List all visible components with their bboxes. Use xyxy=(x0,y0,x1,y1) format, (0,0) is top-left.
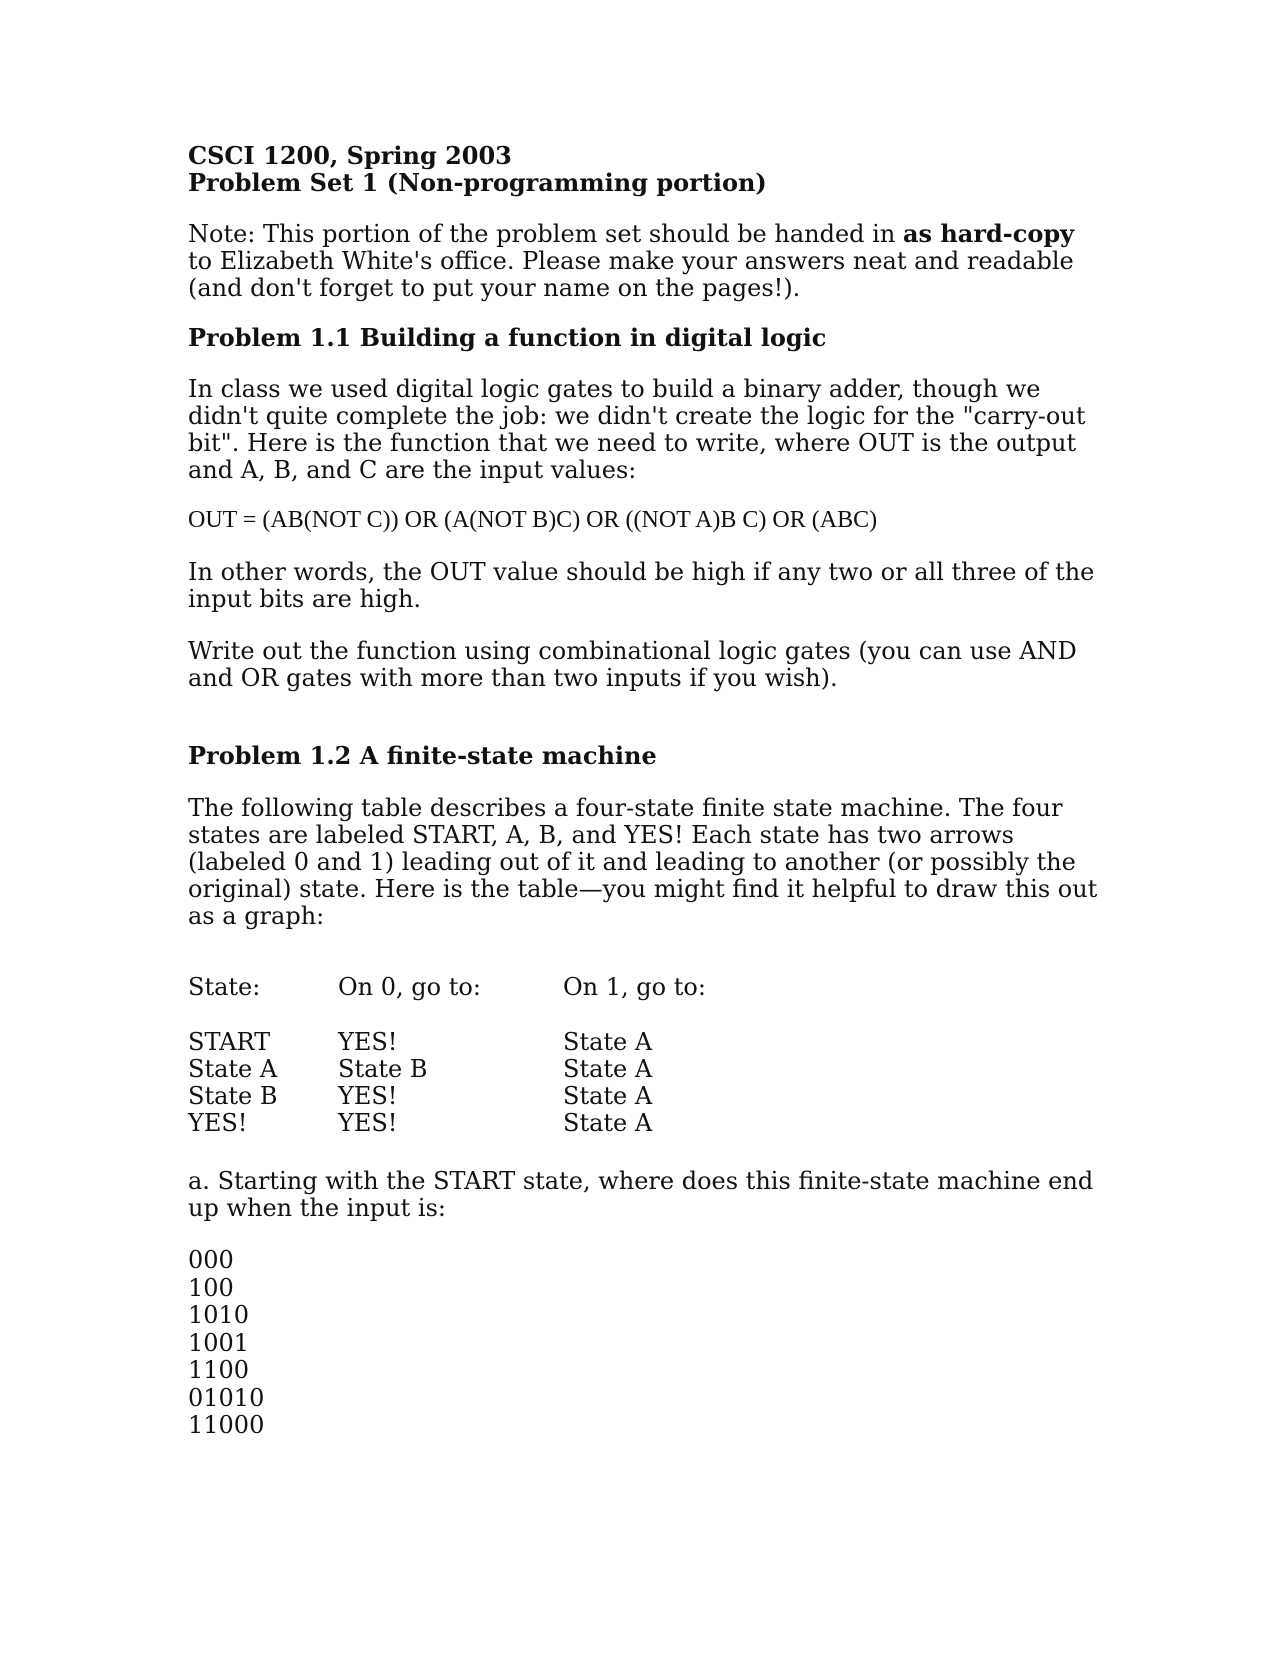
table-cell: YES! xyxy=(188,1109,248,1137)
state-transition-table xyxy=(188,974,763,1137)
note-paragraph xyxy=(188,220,1098,302)
note-emphasis: as hard-copy xyxy=(902,219,1075,248)
document-header xyxy=(188,142,1098,196)
table-cell: State A xyxy=(188,1055,278,1083)
table-row xyxy=(188,1083,763,1110)
note-text-after: to Elizabeth White's office. Please make your answers neat and readable (and don't forget to put your name on the pages!). xyxy=(188,247,1074,302)
list-item: 100 xyxy=(188,1273,234,1302)
problem-1-1-instruction: Write out the function using combinational logic gates (you can use AND and OR gates with more than two inputs if you wish). xyxy=(188,637,1077,692)
problem-1-1-heading: Problem 1.1 Building a function in digital logic xyxy=(188,323,827,352)
table-cell: State A xyxy=(563,1109,653,1137)
problem-set-title: Problem Set 1 (Non-programming portion) xyxy=(188,168,767,197)
list-item: 1100 xyxy=(188,1356,250,1384)
problem-1-2-heading: Problem 1.2 A finite-state machine xyxy=(188,741,657,770)
table-cell: YES! xyxy=(338,1082,398,1110)
course-title: CSCI 1200, Spring 2003 xyxy=(188,141,512,170)
table-cell: START xyxy=(188,1028,271,1056)
table-cell: State B xyxy=(338,1055,428,1083)
list-item: 11000 xyxy=(188,1411,265,1439)
table-row xyxy=(188,1056,763,1083)
note-text-before: Note: This portion of the problem set should be handed in xyxy=(188,220,903,248)
list-item: 1001 xyxy=(188,1328,250,1357)
table-cell: State A xyxy=(563,1082,653,1110)
header-on-0: On 0, go to: xyxy=(338,973,481,1001)
problem-1-1-intro: In class we used digital logic gates to build a binary adder, though we didn't quite complete the job: we didn't create the logic for the "carry-out bit". Here is the function that we need to write, where OUT is the output and A, B, and C are the input values: xyxy=(188,375,1086,484)
table-row xyxy=(188,1110,763,1137)
list-item: 01010 xyxy=(188,1383,265,1412)
table-cell: State B xyxy=(188,1082,278,1110)
table-row xyxy=(188,1029,763,1056)
table-cell: State A xyxy=(563,1055,653,1083)
logic-formula: OUT = (AB(NOT C)) OR (A(NOT B)C) OR ((NOT A)B C) OR (ABC) xyxy=(188,507,878,533)
problem-1-2-intro: The following table describes a four-state finite state machine. The four states are labeled START, A, B, and YES! Each state has two arrows (labeled 0 and 1) leading out of it and leading to another (or possibly the original) state. Here is the table—you might find it helpful to draw this out as a graph: xyxy=(188,794,1098,930)
header-state: State: xyxy=(188,973,261,1001)
table-cell: YES! xyxy=(338,1109,398,1137)
header-on-1: On 1, go to: xyxy=(563,973,706,1001)
question-a: a. Starting with the START state, where does this finite-state machine end up when the input is: xyxy=(188,1167,1094,1222)
table-cell: State A xyxy=(563,1028,653,1056)
table-header xyxy=(188,974,763,1001)
input-list xyxy=(188,1247,264,1440)
table-cell: YES! xyxy=(338,1028,398,1056)
list-item: 1010 xyxy=(188,1301,250,1329)
list-item: 000 xyxy=(188,1246,234,1274)
problem-1-1-explanation: In other words, the OUT value should be high if any two or all three of the input bits are high. xyxy=(188,558,1095,613)
